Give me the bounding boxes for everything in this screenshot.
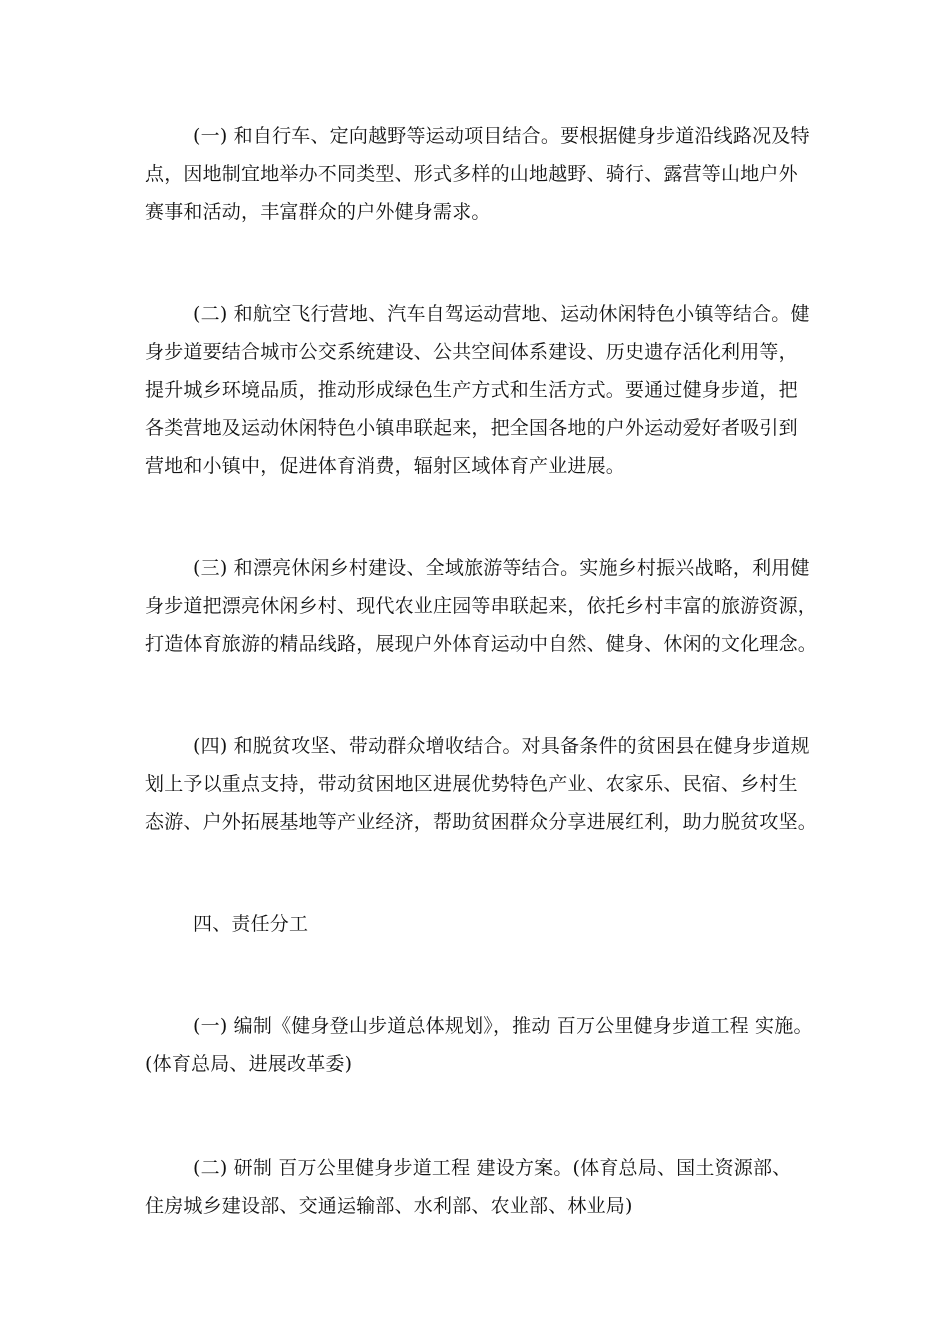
paragraph-line: 身步道要结合城市公交系统建设、公共空间体系建设、历史遗存活化利用等，: [145, 341, 798, 363]
paragraph-line: 营地和小镇中，促进体育消费，辐射区域体育产业进展。: [145, 455, 626, 477]
paragraph-line: (一) 编制《健身登山步道总体规划》，推动 百万公里健身步道工程 实施。: [193, 1015, 813, 1037]
paragraph-line: 打造体育旅游的精品线路，展现户外体育运动中自然、健身、休闲的文化理念。: [145, 633, 818, 655]
paragraph-line: 各类营地及运动休闲特色小镇串联起来，把全国各地的户外运动爱好者吸引到: [145, 417, 798, 439]
paragraph-line: (二) 研制 百万公里健身步道工程 建设方案。(体育总局、国土资源部、: [193, 1157, 792, 1179]
paragraph-line: (体育总局、进展改革委): [145, 1053, 353, 1075]
paragraph-line: (三) 和漂亮休闲乡村建设、全域旅游等结合。实施乡村振兴战略，利用健: [193, 557, 810, 579]
paragraph-line: (四) 和脱贫攻坚、带动群众增收结合。对具备条件的贫困县在健身步道规: [193, 735, 810, 757]
paragraph-line: 住房城乡建设部、交通运输部、水利部、农业部、林业局): [145, 1195, 633, 1217]
paragraph-line: 态游、户外拓展基地等产业经济，帮助贫困群众分享进展红利，助力脱贫攻坚。: [145, 811, 818, 833]
paragraph-line: 点，因地制宜地举办不同类型、形式多样的山地越野、骑行、露营等山地户外: [145, 163, 798, 185]
paragraph-line: 提升城乡环境品质，推动形成绿色生产方式和生活方式。要通过健身步道，把: [145, 379, 798, 401]
paragraph-line: (二) 和航空飞行营地、汽车自驾运动营地、运动休闲特色小镇等结合。健: [193, 303, 810, 325]
paragraph-line: (一) 和自行车、定向越野等运动项目结合。要根据健身步道沿线路况及特: [193, 125, 810, 147]
heading-line: 四、责任分工: [193, 913, 309, 935]
paragraph-line: 赛事和活动，丰富群众的户外健身需求。: [145, 201, 491, 223]
paragraph-line: 身步道把漂亮休闲乡村、现代农业庄园等串联起来，依托乡村丰富的旅游资源，: [145, 595, 818, 617]
paragraph-line: 划上予以重点支持，带动贫困地区进展优势特色产业、农家乐、民宿、乡村生: [145, 773, 798, 795]
